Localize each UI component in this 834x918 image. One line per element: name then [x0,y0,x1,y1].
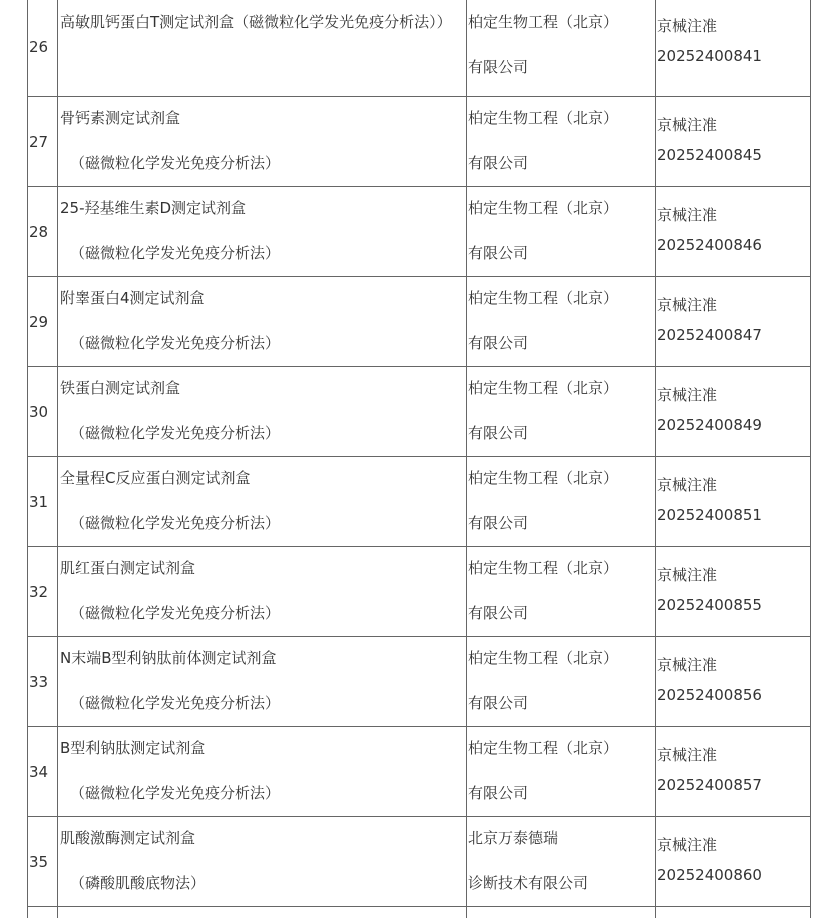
registration-prefix: 京械注准 [657,476,718,494]
registration-prefix: 京械注准 [657,836,718,854]
registration-number: 20252400841 [657,47,762,65]
registration-prefix: 京械注准 [657,17,718,35]
row-number: 28 [29,222,49,241]
product-name: B型利钠肽测定试剂盒 [60,739,206,757]
registration-cell [656,97,811,187]
manufacturer-line-2: 有限公司 [468,154,529,172]
manufacturer-cell [467,637,656,727]
product-name: 高敏肌钙蛋白T测定试剂盒（磁微粒化学发光免疫分析法）） [60,13,452,31]
manufacturer-line-2: 有限公司 [468,514,529,532]
registration-prefix: 京械注准 [657,656,718,674]
product-name: N末端B型利钠肽前体测定试剂盒 [60,649,277,667]
registration-number: 20252400857 [657,776,762,794]
row-number: 26 [29,38,49,56]
row-number-cell [28,0,58,97]
registration-cell [656,277,811,367]
table-row [28,277,811,367]
registration-cell [656,637,811,727]
registration-number: 20252400849 [657,416,762,434]
product-name: 骨钙素测定试剂盒 [60,109,181,127]
table-row [28,727,811,817]
row-number: 34 [29,762,49,781]
manufacturer-cell [467,367,656,457]
row-number: 29 [29,312,49,331]
product-name-cell [58,817,467,907]
product-name-cell [58,187,467,277]
row-number: 31 [29,492,49,511]
manufacturer-cell [467,187,656,277]
product-method: （磁微粒化学发光免疫分析法） [70,514,281,532]
manufacturer-line-1: 柏定生物工程（北京） [468,289,619,307]
device-registration-table [27,0,811,918]
registration-cell [656,457,811,547]
registration-prefix: 京械注准 [657,206,718,224]
product-name-cell [58,727,467,817]
product-name-cell [58,907,467,918]
manufacturer-cell [467,907,656,918]
table-row [28,907,811,918]
product-method: （磁微粒化学发光免疫分析法） [70,424,281,442]
manufacturer-cell [467,457,656,547]
row-number: 27 [29,132,49,151]
table-row [28,817,811,907]
product-name: 肌红蛋白测定试剂盒 [60,559,196,577]
table-row [28,547,811,637]
registration-cell [656,907,811,918]
manufacturer-line-1: 柏定生物工程（北京） [468,739,619,757]
product-name-cell [58,457,467,547]
table-row [28,0,811,97]
product-name-cell [58,547,467,637]
product-name-cell [58,367,467,457]
manufacturer-cell [467,727,656,817]
registration-prefix: 京械注准 [657,116,718,134]
registration-prefix: 京械注准 [657,566,718,584]
manufacturer-line-2: 有限公司 [468,694,529,712]
registration-cell [656,727,811,817]
registration-number: 20252400855 [657,596,762,614]
row-number-cell [28,637,58,727]
registration-number: 20252400847 [657,326,762,344]
manufacturer-cell [467,817,656,907]
row-number: 32 [29,582,49,601]
manufacturer-line-1: 柏定生物工程（北京） [468,13,619,31]
manufacturer-line-1: 柏定生物工程（北京） [468,649,619,667]
table-row [28,637,811,727]
registration-cell [656,367,811,457]
manufacturer-line-2: 有限公司 [468,604,529,622]
manufacturer-line-2: 诊断技术有限公司 [468,874,589,892]
manufacturer-cell [467,277,656,367]
product-method: （磁微粒化学发光免疫分析法） [70,604,281,622]
product-name: 全量程C反应蛋白测定试剂盒 [60,469,251,487]
manufacturer-line-2: 有限公司 [468,58,529,76]
manufacturer-line-1: 柏定生物工程（北京） [468,559,619,577]
product-method: （磁微粒化学发光免疫分析法） [70,694,281,712]
product-method: （磁微粒化学发光免疫分析法） [70,784,281,802]
manufacturer-line-1: 柏定生物工程（北京） [468,109,619,127]
product-name: 铁蛋白测定试剂盒 [60,379,181,397]
manufacturer-line-1: 柏定生物工程（北京） [468,199,619,217]
manufacturer-cell [467,97,656,187]
product-name-cell [58,97,467,187]
registration-prefix: 京械注准 [657,386,718,404]
registration-cell [656,0,811,97]
manufacturer-line-1: 柏定生物工程（北京） [468,379,619,397]
registration-number: 20252400845 [657,146,762,164]
table-row [28,367,811,457]
table-row [28,187,811,277]
row-number-cell [28,367,58,457]
product-method: （磷酸肌酸底物法） [70,874,206,892]
product-name-cell [58,637,467,727]
product-method: （磁微粒化学发光免疫分析法） [70,334,281,352]
registration-cell [656,817,811,907]
registration-prefix: 京械注准 [657,746,718,764]
row-number-cell [28,97,58,187]
manufacturer-line-2: 有限公司 [468,334,529,352]
manufacturer-line-2: 有限公司 [468,424,529,442]
manufacturer-cell [467,547,656,637]
registration-cell [656,547,811,637]
row-number-cell [28,817,58,907]
product-name: 25-羟基维生素D测定试剂盒 [60,199,247,217]
product-name-cell [58,0,467,97]
product-method: （磁微粒化学发光免疫分析法） [70,154,281,172]
row-number: 33 [29,672,49,691]
product-method: （磁微粒化学发光免疫分析法） [70,244,281,262]
row-number-cell [28,277,58,367]
manufacturer-line-2: 有限公司 [468,244,529,262]
registration-cell [656,187,811,277]
registration-number: 20252400856 [657,686,762,704]
registration-number: 20252400851 [657,506,762,524]
row-number-cell [28,547,58,637]
row-number-cell [28,907,58,918]
registration-number: 20252400860 [657,866,762,884]
row-number: 35 [29,852,49,871]
registration-prefix: 京械注准 [657,296,718,314]
manufacturer-cell [467,0,656,97]
product-name-cell [58,277,467,367]
product-name: 肌酸激酶测定试剂盒 [60,829,196,847]
table-row [28,457,811,547]
row-number-cell [28,727,58,817]
manufacturer-line-1: 北京万泰德瑞 [468,829,559,847]
manufacturer-line-2: 有限公司 [468,784,529,802]
row-number: 30 [29,402,49,421]
row-number-cell [28,457,58,547]
product-name: 附睾蛋白4测定试剂盒 [60,289,205,307]
row-number-cell [28,187,58,277]
registration-number: 20252400846 [657,236,762,254]
manufacturer-line-1: 柏定生物工程（北京） [468,469,619,487]
table-row [28,97,811,187]
